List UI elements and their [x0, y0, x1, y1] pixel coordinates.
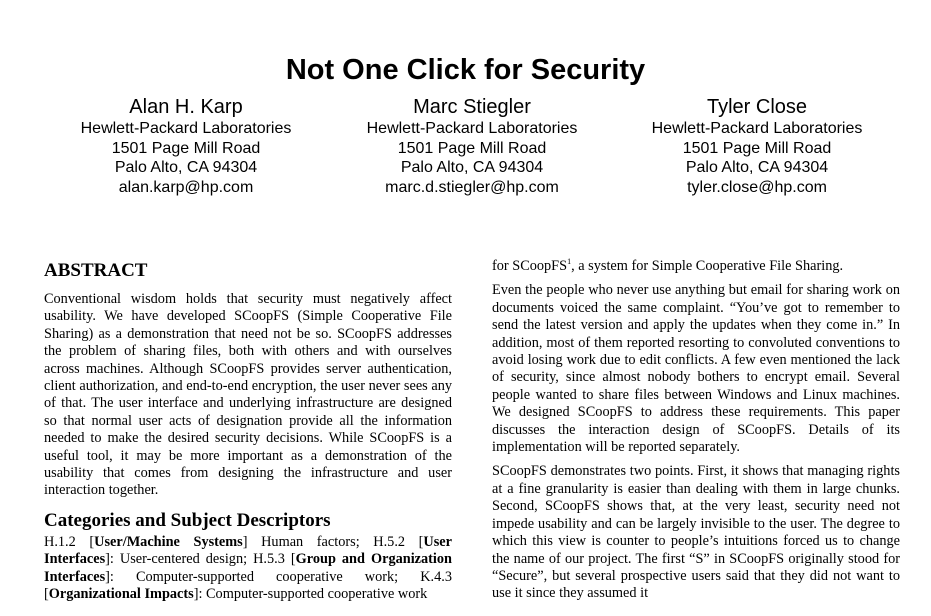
categories-paragraph: [44, 534, 452, 604]
body-paragraph-requirements: Even the people who never use anything but email for sharing work on documents voiced the same complaint. “You’ve got to remember to send the latest version and apply the updates when they come in.” In addition, most of them reported resorting to convoluted conventions to avoid losing work due to edit conflicts. A few even mentioned the lack of security, since almost nobody bothers to encrypt email. Several people wanted to share files between Windows and Linux machines. We designed SCoopFS to address these requirements. This paper discusses the interaction design of SCoopFS. Details of its implementation will be reported separately.: [492, 282, 900, 456]
author-affiliation: Hewlett-Packard Laboratories: [366, 120, 578, 137]
category-code: K.4.3 [: [44, 568, 452, 603]
category-desc: ]: Computer-supported cooperative work;: [105, 568, 421, 585]
author-email: alan.karp@hp.com: [118, 179, 254, 197]
abstract-heading: ABSTRACT: [44, 260, 148, 281]
abstract-paragraph: Conventional wisdom holds that security must negatively affect usability. We have developed SCoopFS (Simple Cooperative File Sharing) as a demonstration that need not be so. SCoopFS addresses the problem of sharing files, both with others and with ourselves across machines. Although SCoopFS provides server authentication, client authorization, and end-to-end encryption, the user never sees any of that. The user interface and underlying infrastructure are designed so that normal user acts of designation provide all the information needed to make the desired security decisions. While SCoopFS is a useful tool, it may be more important as a demonstration of the usability that comes from designing the infrastructure and user interaction together.: [44, 291, 452, 499]
author-address-street: 1501 Page Mill Road: [111, 139, 261, 157]
category-name: User Interfaces: [44, 533, 453, 568]
author-address-street: 1501 Page Mill Road: [397, 139, 547, 157]
intro-text: for SCoopFS: [492, 258, 568, 274]
author-affiliation: Hewlett-Packard Laboratories: [651, 120, 863, 137]
body-paragraph-intro: [492, 258, 900, 275]
author-address-city: Palo Alto, CA 94304: [400, 159, 544, 177]
author-block-close: [612, 95, 902, 198]
right-column: [492, 258, 900, 610]
category-name: Group and Organization Interfaces: [44, 551, 452, 585]
author-name: Alan H. Karp: [129, 96, 243, 118]
category-desc: ]: Computer-supported cooperative work: [193, 586, 428, 603]
category-desc: ]: User-centered design;: [105, 551, 254, 568]
category-code: H.5.3 [: [253, 551, 296, 568]
author-address-street: 1501 Page Mill Road: [682, 139, 832, 157]
category-code: H.1.2 [: [44, 533, 95, 550]
footnote-marker: 1: [567, 257, 572, 266]
author-name: Tyler Close: [706, 96, 808, 118]
author-address-city: Palo Alto, CA 94304: [685, 159, 829, 177]
body-paragraph-points: SCoopFS demonstrates two points. First, it shows that managing rights at a fine granularity is easier than dealing with them in large chunks. Second, SCoopFS shows that, at the very least, security need not impede usability and can be largely invisible to the user. The degree to which this view is counter to people’s intuitions forced us to change the name of our project. The first “S” in SCoopFS originally stood for “Secure”, but several prospective users said that they did not want to use it since they assumed it: [492, 463, 900, 602]
author-email: tyler.close@hp.com: [687, 179, 827, 197]
left-column: [44, 258, 452, 611]
category-desc: ] Human factors;: [242, 533, 374, 550]
category-code: H.5.2 [: [373, 533, 424, 550]
author-email: marc.d.stiegler@hp.com: [385, 179, 559, 197]
category-name: Organizational Impacts: [48, 586, 194, 603]
author-block-stiegler: [327, 95, 617, 198]
category-name: User/Machine Systems: [94, 533, 243, 550]
author-block-karp: [41, 95, 331, 198]
author-name: Marc Stiegler: [413, 96, 531, 118]
categories-heading: Categories and Subject Descriptors: [44, 509, 331, 531]
intro-tail: , a system for Simple Cooperative File Sharing.: [571, 258, 844, 274]
author-address-city: Palo Alto, CA 94304: [114, 159, 258, 177]
paper-title: Not One Click for Security: [285, 54, 646, 86]
author-affiliation: Hewlett-Packard Laboratories: [80, 120, 292, 137]
